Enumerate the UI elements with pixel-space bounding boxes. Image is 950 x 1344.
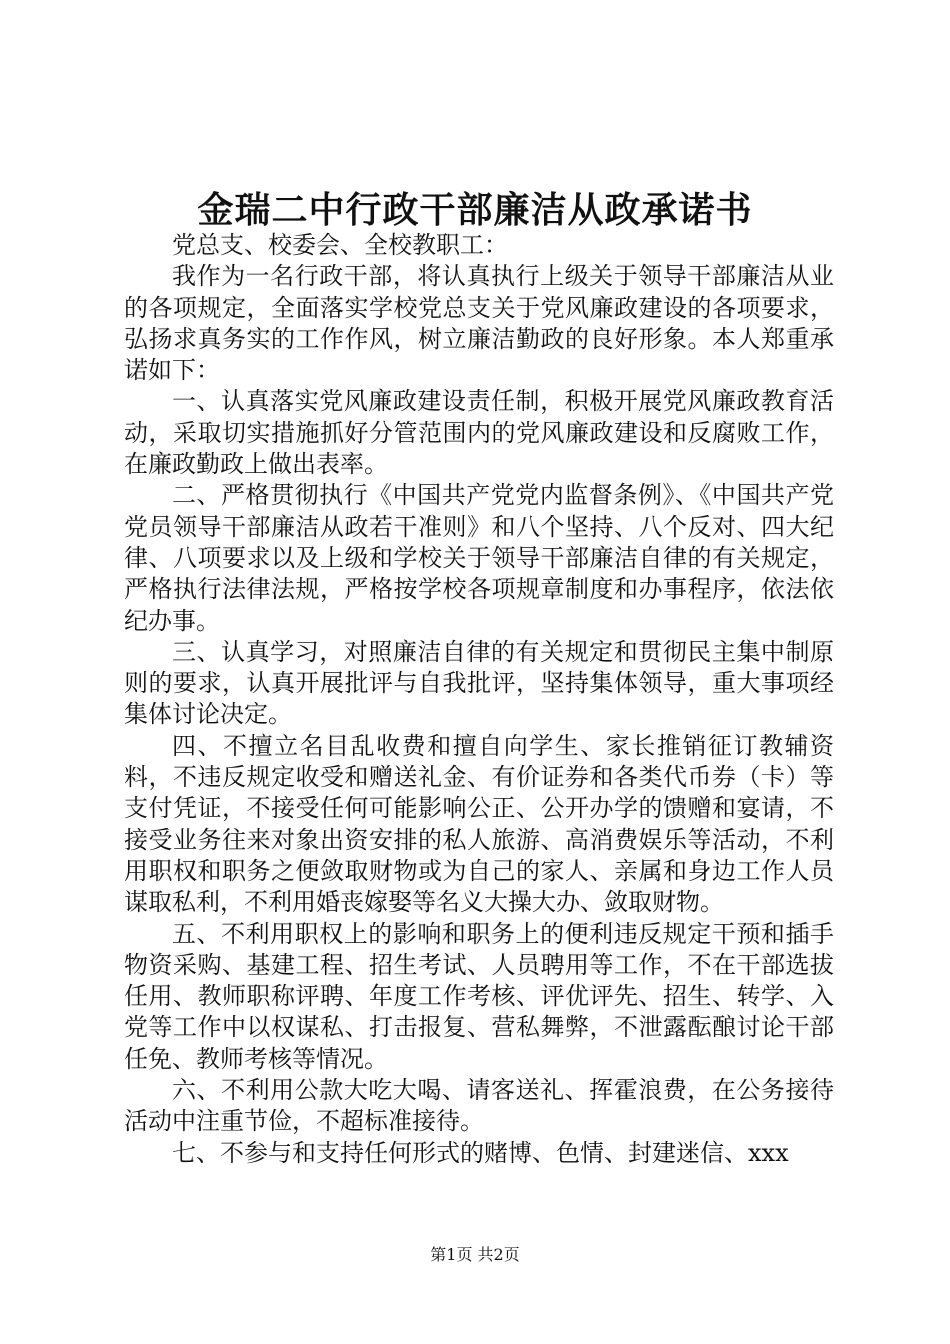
- paragraph-item-6: 六、不利用公款大吃大喝、请客送礼、挥霍浪费，在公务接待活动中注重节俭，不超标准接待。: [124, 1076, 834, 1136]
- paragraph-item-7: 七、不参与和支持任何形式的赌博、色情、封建迷信、xxx: [172, 1138, 789, 1167]
- paragraph-item-4: 四、不擅立名目乱收费和擅自向学生、家长推销征订教辅资料，不违反规定收受和赠送礼金、有价证券和各类代币券（卡）等支付凭证，不接受任何可能影响公正、公开办学的馈赠和宴请，不接受业务往来对象出资安排的私人旅游、高消费娱乐等活动，不利用职权和职务之便敛取财物或为自己的家人、亲属和身边工作人员谋取私利，不利用婚丧嫁娶等名义大操大办、敛取财物。: [124, 731, 834, 917]
- paragraph-item-2: 二、严格贯彻执行《中国共产党党内监督条例》、《中国共产党党员领导干部廉洁从政若干准则》和八个坚持、八个反对、四大纪律、八项要求以及上级和学校关于领导干部廉洁自律的有关规定，严格执行法律法规，严格按学校各项规章制度和办事程序，依法依纪办事。: [124, 481, 834, 635]
- page-number-footer: 第1页 共2页: [430, 1245, 520, 1264]
- document-title: 金瑞二中行政干部廉洁从政承诺书: [197, 189, 753, 231]
- paragraph-item-3: 三、认真学习，对照廉洁自律的有关规定和贯彻民主集中制原则的要求，认真开展批评与自我批评，坚持集体领导，重大事项经集体讨论决定。: [124, 637, 834, 729]
- salutation: 党总支、校委会、全校教职工：: [172, 231, 508, 259]
- paragraph-item-1: 一、认真落实党风廉政建设责任制，积极开展党风廉政教育活动，采取切实措施抓好分管范围内的党风廉政建设和反腐败工作，在廉政勤政上做出表率。: [124, 387, 834, 479]
- paragraph-item-5: 五、不利用职权上的影响和职务上的便利违反规定干预和插手物资采购、基建工程、招生考试、人员聘用等工作，不在干部选拔任用、教师职称评聘、年度工作考核、评优评先、招生、转学、入党等工作中以权谋私、打击报复、营私舞弊，不泄露酝酿讨论干部任免、教师考核等情况。: [124, 919, 834, 1073]
- document-body: [124, 230, 834, 1169]
- paragraph-intro: 我作为一名行政干部，将认真执行上级关于领导干部廉洁从业的各项规定，全面落实学校党总支关于党风廉政建设的各项要求，弘扬求真务实的工作作风，树立廉洁勤政的良好形象。本人郑重承诺如下：: [124, 262, 834, 385]
